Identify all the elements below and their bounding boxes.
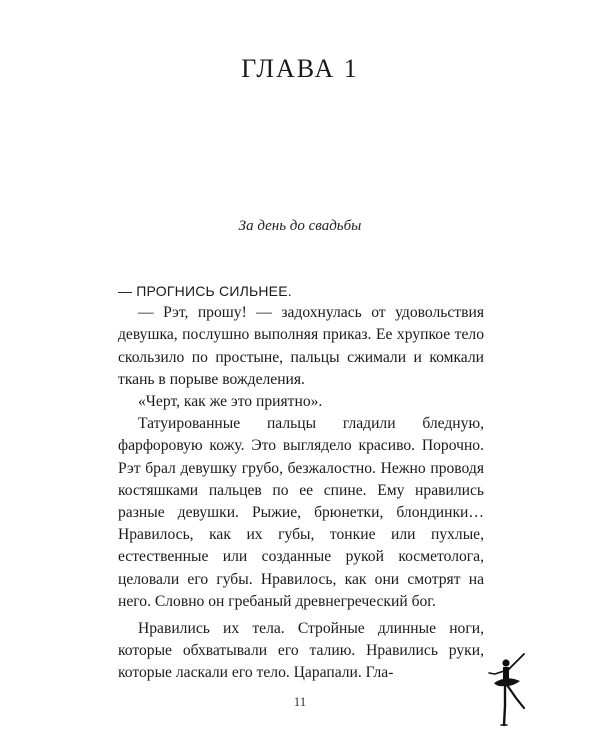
paragraph: — ПРОГНИСЬ СИЛЬНЕЕ. <box>118 283 292 299</box>
paragraph: «Черт, как же это приятно». <box>138 393 323 411</box>
paragraph: Нравились их тела. Стройные длинные ноги, которые обхватывали его талию. Нравились руки, которые ласкали его тело. Царапали. Гла- <box>118 620 484 682</box>
ballerina-icon <box>484 650 534 730</box>
paragraph: — Рэт, прошу! — задохнулась от удовольствия девушка, послушно выполняя приказ. Ее хрупкое тело скользило по простыне, пальцы сжимали и комкали ткань в порыве вожделения. <box>118 304 484 388</box>
chapter-subtitle: За день до свадьбы <box>238 218 362 234</box>
page-number: 11 <box>293 694 307 709</box>
paragraph: Татуированные пальцы гладили бледную, фарфоровую кожу. Это выглядело красиво. Порочно. Рэт брал девушку грубо, безжалостно. Нежно проводя костяшками пальцев по ее спине. Ему нравились разные девушки. Рыжие, брюнетки, блондинки… Нравилось, как их губы, тонкие или пухлые, естественные или созданные рукой косметолога, целовали его губы. Нравилось, как они смотрят на него. Словно он гребаный древнегреческий бог. <box>118 415 484 610</box>
chapter-title: ГЛАВА 1 <box>241 54 359 83</box>
body-text <box>118 280 484 685</box>
